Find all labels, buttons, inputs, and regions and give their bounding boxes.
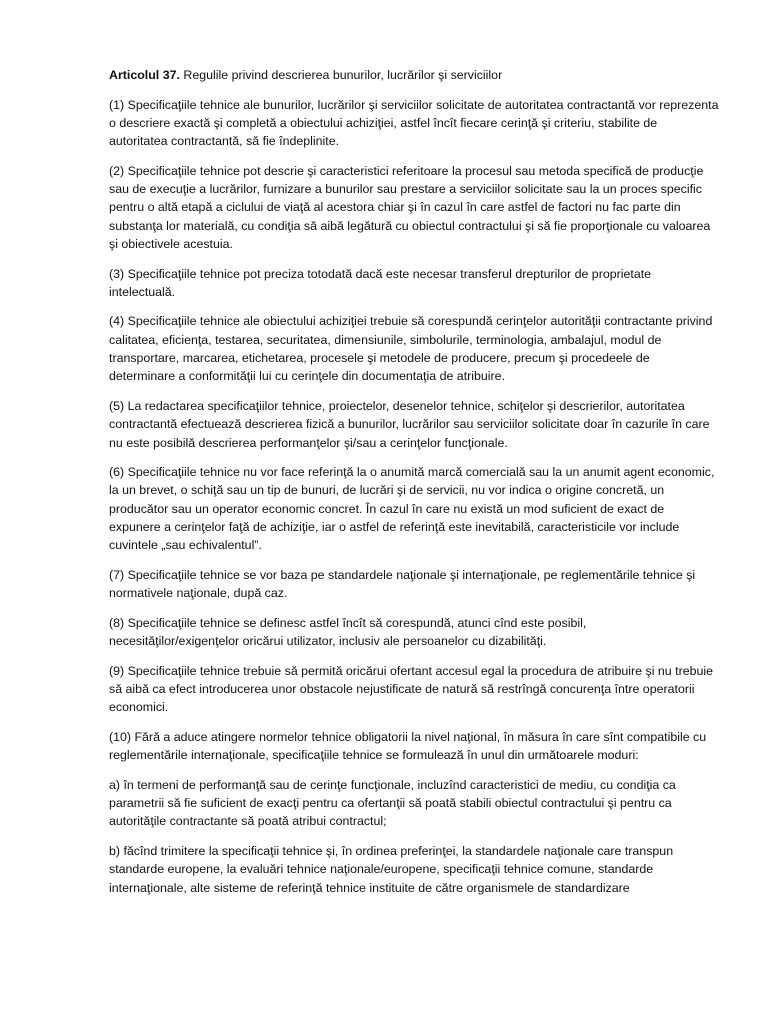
document-page (109, 66, 719, 908)
paragraph-10-b: b) făcînd trimitere la specificaţii tehnice şi, în ordinea preferinţei, la standardele naţionale care transpun standarde europene, la evaluări tehnice naţionale/europene, specificaţii tehnice comune, standarde internaţionale, alte sisteme de referinţă tehnice instituite de către organismele de standardizare (109, 843, 674, 895)
paragraph-2: (2) Specificaţiile tehnice pot descrie şi caracteristici referitoare la procesul sau metoda specifică de producţie sau de execuţie a lucrărilor, furnizare a bunurilor sau prestare a serviciilor solicitate sau la un proces specific pentru o altă etapă a ciclului de viaţă al acestora chiar şi în cazul în care astfel de factori nu fac parte din substanţa lor materială, cu condiţia să aibă legătură cu obiectul contractului şi să fie proporţionale cu valoarea şi obiectivele acestuia. (109, 163, 711, 251)
paragraph-4: (4) Specificaţiile tehnice ale obiectului achiziţiei trebuie să corespundă cerinţelor autorităţii contractante privind calitatea, eficienţa, testarea, securitatea, dimensiunile, simbolurile, terminologia, ambalajul, modul de transportare, marcarea, etichetarea, procesele şi metodele de producere, precum şi procedeele de determinare a conformităţii lui cu cerinţele din documentaţia de atribuire. (109, 314, 713, 384)
paragraph-10-a: a) în termeni de performanţă sau de cerinţe funcţionale, incluzînd caracteristici de mediu, cu condiţia ca parametrii să fie suficient de exacţi pentru ca ofertanţii să poată stabili obiectul contractului şi pentru ca autorităţile contractante să poată atribui contractul; (109, 777, 676, 829)
paragraph-10: (10) Fără a aduce atingere normelor tehnice obligatorii la nivel naţional, în măsura în care sînt compatibile cu reglementările internaţionale, specificaţiile tehnice se formulează în unul din următoarele moduri: (109, 729, 707, 763)
paragraph-7: (7) Specificaţiile tehnice se vor baza pe standardele naţionale şi internaţionale, pe reglementările tehnice şi normativele naţionale, după caz. (109, 567, 696, 601)
article-heading (109, 66, 719, 84)
paragraph-9: (9) Specificaţiile tehnice trebuie să permită oricărui ofertant accesul egal la procedura de atribuire şi nu trebuie să aibă ca efect introducerea unor obstacole nejustificate de natură să restrîngă concurenţa între operatorii economici. (109, 663, 714, 715)
paragraph-1: (1) Specificaţiile tehnice ale bunurilor, lucrărilor şi serviciilor solicitate de autoritatea contractantă vor reprezenta o descriere exactă şi completă a obiectului achiziţiei, astfel încît fiecare cerinţă şi criteriu, stabilite de autoritatea contractantă, să fie îndeplinite. (109, 97, 719, 149)
article-title: Regulile privind descrierea bunurilor, lucrărilor şi serviciilor (179, 68, 503, 82)
paragraph-6: (6) Specificaţiile tehnice nu vor face referinţă la o anumită marcă comercială sau la un anumit agent economic, la un brevet, o schiţă sau un tip de bunuri, de lucrări şi de servicii, nu vor indica o origine concretă, un producător sau un operator economic concret. În cazul în care nu există un mod suficient de exact de expunere a cerinţelor faţă de achiziţie, iar o astfel de referinţă este inevitabilă, caracteristicile vor include cuvintele „sau echivalentul”. (109, 465, 715, 553)
paragraph-8: (8) Specificaţiile tehnice se definesc astfel încît să corespundă, atunci cînd este posibil, necesităţilor/exigenţelor oricărui utilizator, inclusiv ale persoanelor cu dizabilităţi. (109, 615, 587, 649)
paragraph-5: (5) La redactarea specificaţiilor tehnice, proiectelor, desenelor tehnice, schiţelor şi descrierilor, autoritatea contractantă efectuează descrierea fizică a bunurilor, lucrărilor sau serviciilor solicitate doar în cazurile în care nu este posibilă descrierea performanţelor şi/sau a cerinţelor funcţionale. (109, 398, 710, 450)
article-number: Articolul 37. (109, 68, 180, 82)
paragraph-3: (3) Specificaţiile tehnice pot preciza totodată dacă este necesar transferul drepturilor de proprietate intelectuală. (109, 266, 652, 299)
